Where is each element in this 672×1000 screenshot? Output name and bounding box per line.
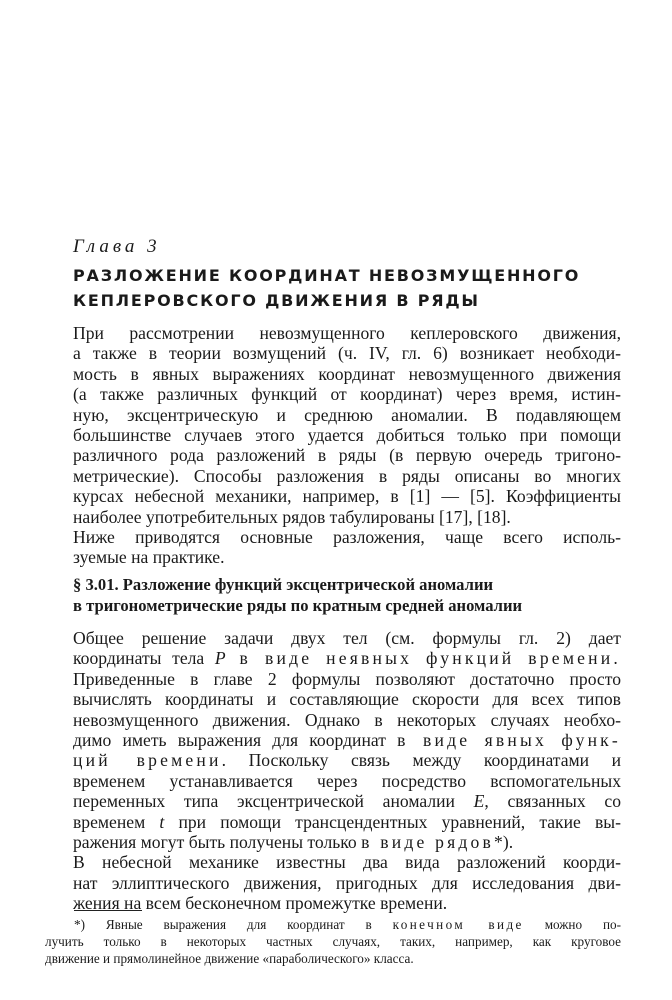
footnote-divider xyxy=(74,910,142,911)
spaced-text: в виде неявных функций времени. xyxy=(225,648,621,669)
spaced-text: в виде рядов xyxy=(361,832,495,853)
section-heading-line: § 3.01. Разложение функций эксцентрической аномалии xyxy=(73,575,494,594)
text-line: невозмущенного движения. Однако в некоторых случаях необхо- xyxy=(73,709,621,730)
text-line: зуемые на практике. xyxy=(73,547,225,568)
section-heading xyxy=(73,574,621,616)
spaced-text: конечном виде xyxy=(392,917,524,932)
text-line: нат эллиптического движения, пригодных для исследования дви- xyxy=(73,872,621,893)
chapter-title-line: РАЗЛОЖЕНИЕ КООРДИНАТ НЕВОЗМУЩЕННОГО xyxy=(73,266,581,285)
text-line: большинстве случаев этого удается добиться только при помощи xyxy=(73,425,621,446)
text-line: вычислять координаты и составляющие скорости для всех типов xyxy=(73,689,621,710)
text-line xyxy=(73,791,621,811)
variable: E xyxy=(473,791,485,812)
text-line: мость в явных выражениях координат невозмущенного движения xyxy=(73,363,621,384)
text-line: а также в теории возмущений (ч. IV, гл. 6) возникает необходи- xyxy=(73,343,621,364)
text-line: временем устанавливается через посредство вспомогательных xyxy=(73,770,621,791)
section-heading-line: в тригонометрические ряды по кратным средней аномалии xyxy=(73,596,523,615)
text-fragment: *) Явные выражения для координат в xyxy=(74,917,393,932)
spaced-text: ций времени xyxy=(73,750,222,771)
chapter-title xyxy=(73,263,613,313)
text-fragment: координаты тела xyxy=(73,648,215,669)
text-line: жения на всем бесконечном промежутке времени. xyxy=(73,893,448,914)
footnote-line xyxy=(45,916,621,933)
text-line: Ниже приводятся основные разложения, чаще всего исполь- xyxy=(73,527,621,548)
text-line: наиболее употребительных рядов табулированы [17], [18]. xyxy=(73,506,511,527)
text-line: ную, эксцентрическую и среднюю аномалии. В подавляющем xyxy=(73,404,621,425)
text-fragment: при помощи трансцендентных уравнений, такие вы- xyxy=(164,811,621,832)
text-fragment: переменных типа эксцентрической аномалии xyxy=(73,791,474,812)
text-line: курсах небесной механики, например, в [1] — [5]. Коэффициенты xyxy=(73,486,621,507)
text-fragment: ражения могут быть получены только xyxy=(73,832,362,853)
intro-paragraph xyxy=(73,323,621,568)
text-fragment: можно по- xyxy=(523,917,621,932)
text-line: Общее решение задачи двух тел (см. формулы гл. 2) дает xyxy=(73,628,621,648)
text-line xyxy=(73,812,621,832)
text-line xyxy=(73,832,621,852)
chapter-title-line: КЕПЛЕРОВСКОГО ДВИЖЕНИЯ В РЯДЫ xyxy=(73,291,480,310)
body-paragraph xyxy=(73,628,621,914)
text-fragment: димо иметь выражения для координат xyxy=(73,730,398,751)
text-line xyxy=(73,750,621,770)
footnote-line: лучить только в некоторых частных случаях, таких, например, как круговое xyxy=(45,934,621,949)
variable: t xyxy=(159,811,165,832)
text-line xyxy=(73,648,621,668)
text-line xyxy=(73,730,621,750)
text-fragment: *). xyxy=(494,832,514,853)
text-fragment: , связанных со xyxy=(484,791,621,812)
text-line: В небесной механике известны два вида разложений коорди- xyxy=(73,852,621,873)
footnote-line: движение и прямолинейное движение «параболического» класса. xyxy=(45,951,414,966)
text-line: различного рода разложений в ряды (в первую очередь тригоно- xyxy=(73,445,621,466)
chapter-label: Глава 3 xyxy=(73,236,161,257)
text-line: При рассмотрении невозмущенного кеплеровского движения, xyxy=(73,323,621,343)
text-line: (а также различных функций от координат) через время, истин- xyxy=(73,384,621,405)
text-line: Приведенные в главе 2 формулы позволяют достаточно просто xyxy=(73,668,621,689)
footnote xyxy=(45,916,621,967)
text-fragment: . Поскольку связь между координатами и xyxy=(221,750,622,771)
variable: P xyxy=(214,648,226,669)
spaced-text: в виде явных функ- xyxy=(397,730,621,751)
text-line: метрические). Способы разложения в ряды описаны во многих xyxy=(73,465,621,486)
text-fragment: временем xyxy=(73,811,160,832)
